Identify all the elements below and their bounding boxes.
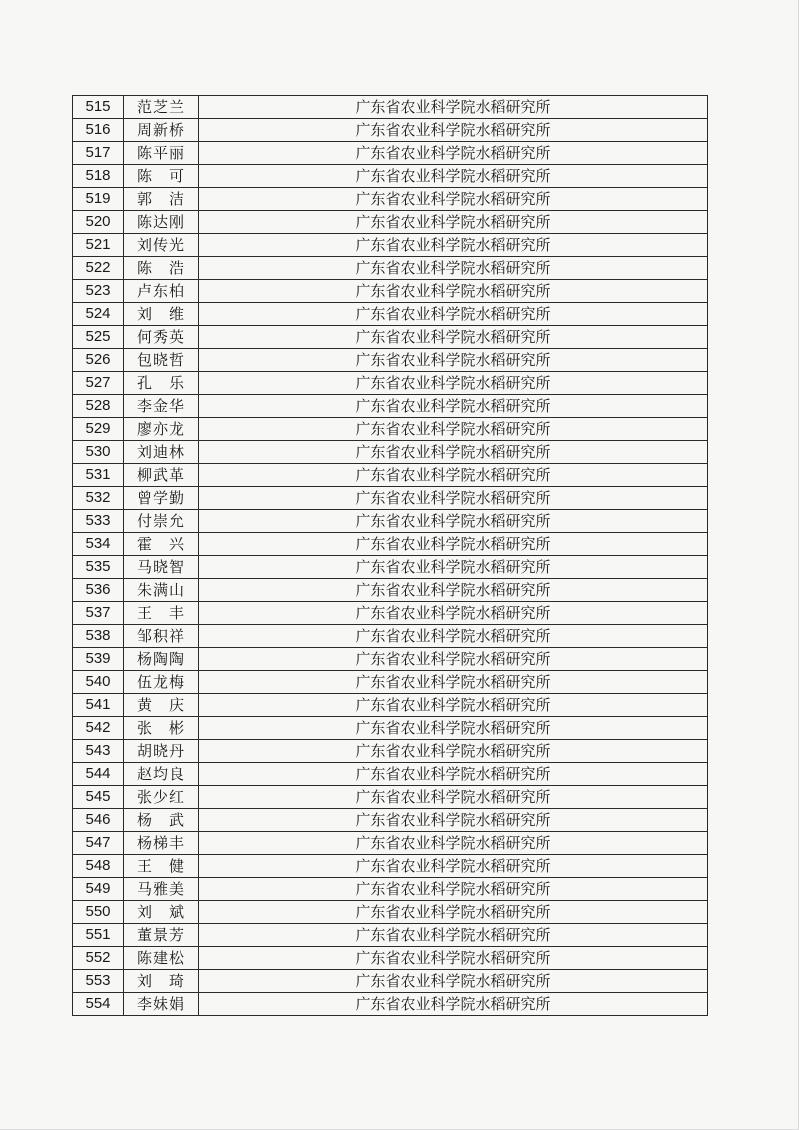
organization: 广东省农业科学院水稻研究所 — [199, 786, 708, 809]
row-number: 542 — [73, 717, 124, 740]
table-row — [73, 142, 708, 165]
organization: 广东省农业科学院水稻研究所 — [199, 878, 708, 901]
row-number: 520 — [73, 211, 124, 234]
organization: 广东省农业科学院水稻研究所 — [199, 648, 708, 671]
person-name: 刘传光 — [124, 234, 199, 257]
organization: 广东省农业科学院水稻研究所 — [199, 809, 708, 832]
organization: 广东省农业科学院水稻研究所 — [199, 303, 708, 326]
table-row — [73, 349, 708, 372]
organization: 广东省农业科学院水稻研究所 — [199, 257, 708, 280]
row-number: 515 — [73, 96, 124, 119]
table-row — [73, 786, 708, 809]
table-row — [73, 464, 708, 487]
table-row — [73, 119, 708, 142]
organization: 广东省农业科学院水稻研究所 — [199, 280, 708, 303]
person-name: 张 彬 — [124, 717, 199, 740]
organization: 广东省农业科学院水稻研究所 — [199, 487, 708, 510]
person-name: 曾学勤 — [124, 487, 199, 510]
organization: 广东省农业科学院水稻研究所 — [199, 188, 708, 211]
organization: 广东省农业科学院水稻研究所 — [199, 533, 708, 556]
organization: 广东省农业科学院水稻研究所 — [199, 165, 708, 188]
table-row — [73, 211, 708, 234]
roster-body — [73, 96, 708, 1016]
person-name: 刘迪林 — [124, 441, 199, 464]
person-name: 张少红 — [124, 786, 199, 809]
table-row — [73, 970, 708, 993]
row-number: 521 — [73, 234, 124, 257]
person-name: 王 丰 — [124, 602, 199, 625]
row-number: 531 — [73, 464, 124, 487]
organization: 广东省农业科学院水稻研究所 — [199, 234, 708, 257]
person-name: 杨陶陶 — [124, 648, 199, 671]
row-number: 523 — [73, 280, 124, 303]
organization: 广东省农业科学院水稻研究所 — [199, 418, 708, 441]
row-number: 552 — [73, 947, 124, 970]
person-name: 廖亦龙 — [124, 418, 199, 441]
person-name: 陈建松 — [124, 947, 199, 970]
row-number: 526 — [73, 349, 124, 372]
person-name: 邹积祥 — [124, 625, 199, 648]
row-number: 540 — [73, 671, 124, 694]
table-row — [73, 694, 708, 717]
row-number: 535 — [73, 556, 124, 579]
table-row — [73, 372, 708, 395]
organization: 广东省农业科学院水稻研究所 — [199, 832, 708, 855]
organization: 广东省农业科学院水稻研究所 — [199, 349, 708, 372]
person-name: 卢东柏 — [124, 280, 199, 303]
table-row — [73, 257, 708, 280]
table-row — [73, 303, 708, 326]
row-number: 546 — [73, 809, 124, 832]
row-number: 547 — [73, 832, 124, 855]
person-name: 孔 乐 — [124, 372, 199, 395]
person-name: 周新桥 — [124, 119, 199, 142]
row-number: 534 — [73, 533, 124, 556]
row-number: 539 — [73, 648, 124, 671]
person-name: 李金华 — [124, 395, 199, 418]
person-name: 黄 庆 — [124, 694, 199, 717]
person-name: 赵均良 — [124, 763, 199, 786]
row-number: 550 — [73, 901, 124, 924]
organization: 广东省农业科学院水稻研究所 — [199, 671, 708, 694]
table-row — [73, 740, 708, 763]
organization: 广东省农业科学院水稻研究所 — [199, 96, 708, 119]
person-name: 陈 可 — [124, 165, 199, 188]
person-name: 范芝兰 — [124, 96, 199, 119]
person-name: 陈达刚 — [124, 211, 199, 234]
row-number: 516 — [73, 119, 124, 142]
person-name: 刘 斌 — [124, 901, 199, 924]
organization: 广东省农业科学院水稻研究所 — [199, 142, 708, 165]
person-name: 李妹娟 — [124, 993, 199, 1016]
person-name: 陈平丽 — [124, 142, 199, 165]
row-number: 522 — [73, 257, 124, 280]
organization: 广东省农业科学院水稻研究所 — [199, 625, 708, 648]
table-row — [73, 556, 708, 579]
organization: 广东省农业科学院水稻研究所 — [199, 372, 708, 395]
table-row — [73, 579, 708, 602]
organization: 广东省农业科学院水稻研究所 — [199, 326, 708, 349]
table-row — [73, 671, 708, 694]
roster-table — [72, 95, 708, 1016]
table-row — [73, 947, 708, 970]
organization: 广东省农业科学院水稻研究所 — [199, 763, 708, 786]
row-number: 551 — [73, 924, 124, 947]
organization: 广东省农业科学院水稻研究所 — [199, 901, 708, 924]
row-number: 529 — [73, 418, 124, 441]
table-row — [73, 648, 708, 671]
row-number: 553 — [73, 970, 124, 993]
person-name: 包晓哲 — [124, 349, 199, 372]
row-number: 533 — [73, 510, 124, 533]
row-number: 519 — [73, 188, 124, 211]
person-name: 朱满山 — [124, 579, 199, 602]
table-row — [73, 878, 708, 901]
organization: 广东省农业科学院水稻研究所 — [199, 947, 708, 970]
person-name: 马晓智 — [124, 556, 199, 579]
table-row — [73, 96, 708, 119]
table-row — [73, 763, 708, 786]
table-row — [73, 280, 708, 303]
row-number: 541 — [73, 694, 124, 717]
table-row — [73, 832, 708, 855]
row-number: 548 — [73, 855, 124, 878]
row-number: 517 — [73, 142, 124, 165]
table-row — [73, 602, 708, 625]
table-row — [73, 510, 708, 533]
row-number: 538 — [73, 625, 124, 648]
organization: 广东省农业科学院水稻研究所 — [199, 211, 708, 234]
table-row — [73, 441, 708, 464]
table-row — [73, 188, 708, 211]
organization: 广东省农业科学院水稻研究所 — [199, 510, 708, 533]
organization: 广东省农业科学院水稻研究所 — [199, 395, 708, 418]
person-name: 王 健 — [124, 855, 199, 878]
table-row — [73, 717, 708, 740]
organization: 广东省农业科学院水稻研究所 — [199, 119, 708, 142]
person-name: 陈 浩 — [124, 257, 199, 280]
row-number: 544 — [73, 763, 124, 786]
organization: 广东省农业科学院水稻研究所 — [199, 441, 708, 464]
table-row — [73, 855, 708, 878]
row-number: 554 — [73, 993, 124, 1016]
organization: 广东省农业科学院水稻研究所 — [199, 740, 708, 763]
table-row — [73, 165, 708, 188]
person-name: 董景芳 — [124, 924, 199, 947]
row-number: 527 — [73, 372, 124, 395]
person-name: 霍 兴 — [124, 533, 199, 556]
row-number: 537 — [73, 602, 124, 625]
organization: 广东省农业科学院水稻研究所 — [199, 556, 708, 579]
row-number: 524 — [73, 303, 124, 326]
organization: 广东省农业科学院水稻研究所 — [199, 855, 708, 878]
person-name: 付崇允 — [124, 510, 199, 533]
row-number: 545 — [73, 786, 124, 809]
table-row — [73, 993, 708, 1016]
row-number: 525 — [73, 326, 124, 349]
person-name: 刘 琦 — [124, 970, 199, 993]
person-name: 杨 武 — [124, 809, 199, 832]
person-name: 郭 洁 — [124, 188, 199, 211]
row-number: 528 — [73, 395, 124, 418]
person-name: 何秀英 — [124, 326, 199, 349]
table-row — [73, 901, 708, 924]
organization: 广东省农业科学院水稻研究所 — [199, 579, 708, 602]
table-row — [73, 533, 708, 556]
organization: 广东省农业科学院水稻研究所 — [199, 970, 708, 993]
row-number: 530 — [73, 441, 124, 464]
organization: 广东省农业科学院水稻研究所 — [199, 602, 708, 625]
organization: 广东省农业科学院水稻研究所 — [199, 464, 708, 487]
row-number: 536 — [73, 579, 124, 602]
person-name: 杨梯丰 — [124, 832, 199, 855]
table-row — [73, 326, 708, 349]
person-name: 刘 维 — [124, 303, 199, 326]
table-row — [73, 809, 708, 832]
person-name: 伍龙梅 — [124, 671, 199, 694]
organization: 广东省农业科学院水稻研究所 — [199, 717, 708, 740]
table-row — [73, 625, 708, 648]
table-row — [73, 487, 708, 510]
row-number: 543 — [73, 740, 124, 763]
organization: 广东省农业科学院水稻研究所 — [199, 924, 708, 947]
table-row — [73, 418, 708, 441]
table-row — [73, 234, 708, 257]
organization: 广东省农业科学院水稻研究所 — [199, 694, 708, 717]
table-row — [73, 395, 708, 418]
row-number: 549 — [73, 878, 124, 901]
table-row — [73, 924, 708, 947]
person-name: 胡晓丹 — [124, 740, 199, 763]
organization: 广东省农业科学院水稻研究所 — [199, 993, 708, 1016]
row-number: 518 — [73, 165, 124, 188]
row-number: 532 — [73, 487, 124, 510]
person-name: 马雅美 — [124, 878, 199, 901]
person-name: 柳武革 — [124, 464, 199, 487]
